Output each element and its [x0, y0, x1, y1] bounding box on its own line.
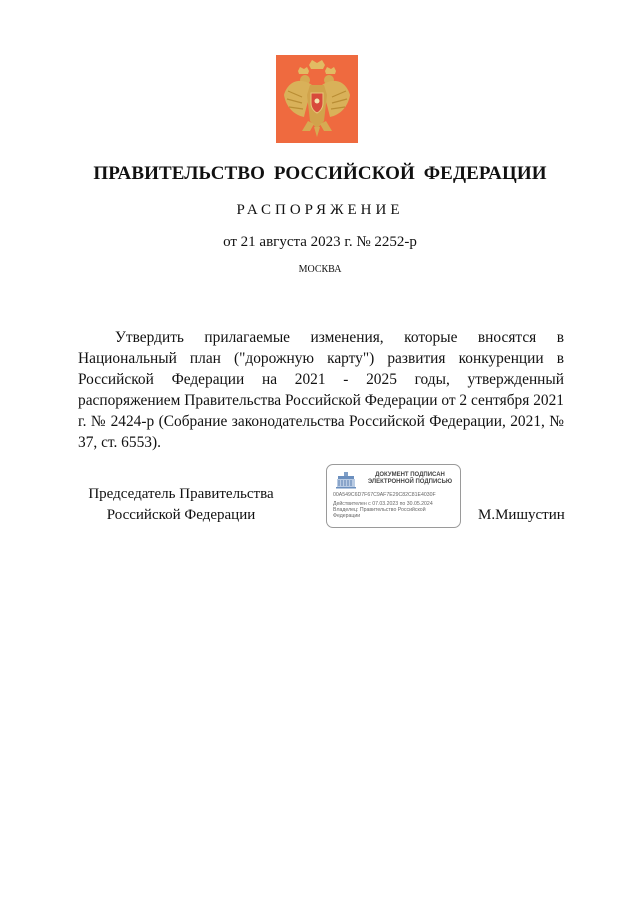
stamp-owner-line2: Федерации — [333, 513, 361, 519]
government-building-icon — [335, 471, 357, 489]
electronic-signature-stamp — [326, 464, 461, 528]
stamp-certificate: 00A549C6D7F67C9AF7E29C82C81E4030F — [333, 492, 436, 498]
order-paragraph: Утвердить прилагаемые изменения, которые вносятся в Национальный план ("дорожную карту") развития конкуренции в Российской Федерации на 2021 - 2025 годы, утвержденный распоряжением Правительства Российской Федерации от 2 сентября 2021 г. № 2424-р (Собрание законодательства Российской Федерации, 2021, № 37, ст. 6553). — [78, 329, 564, 451]
stamp-owner-line1: Владелец: Правительство Российской — [333, 507, 426, 513]
stamp-title-line1: ДОКУМЕНТ ПОДПИСАН — [375, 472, 445, 478]
document-date-number: от 21 августа 2023 г. № 2252-р — [223, 234, 417, 250]
document-type: РАСПОРЯЖЕНИЕ — [236, 202, 404, 218]
stamp-title — [363, 472, 457, 486]
signer-position-line1: Председатель Правительства — [88, 486, 274, 502]
signer-name: М.Мишустин — [478, 507, 565, 523]
document-city: МОСКВА — [298, 264, 342, 275]
signer-position-line2: Российской Федерации — [106, 507, 256, 523]
government-title: ПРАВИТЕЛЬСТВО РОССИЙСКОЙ ФЕДЕРАЦИИ — [93, 163, 547, 184]
stamp-title-line2: ЭЛЕКТРОННОЙ ПОДПИСЬЮ — [367, 479, 453, 485]
coat-of-arms-icon — [276, 55, 358, 143]
stamp-validity: Действителен с 07.03.2023 по 30.05.2024 — [333, 501, 433, 507]
